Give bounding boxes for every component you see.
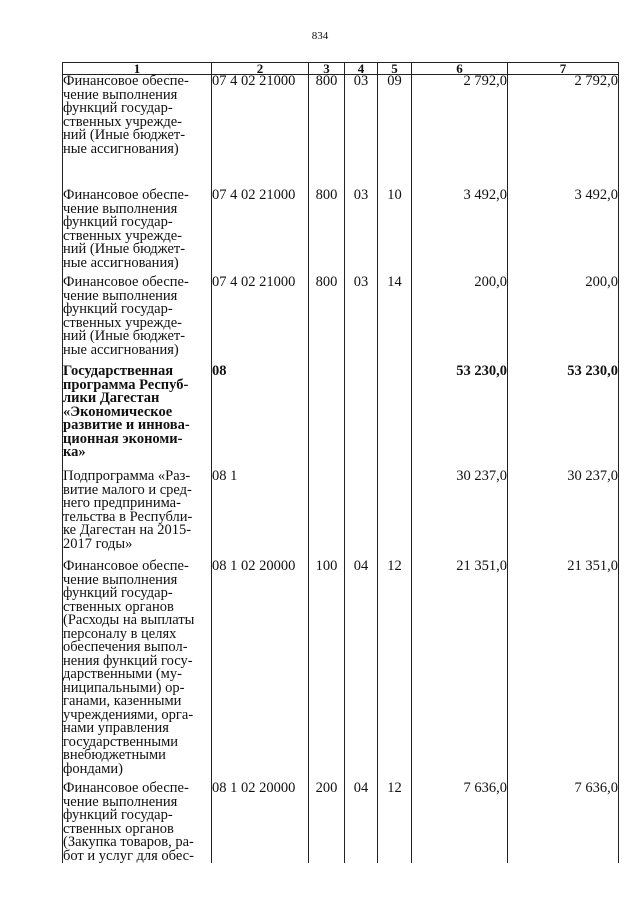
row-code: 08 bbox=[212, 365, 309, 470]
row-code: 07 4 02 21000 bbox=[212, 75, 309, 190]
row-rz: 03 bbox=[345, 189, 378, 276]
row-name: Финансовое обеспе- чение выполнения функций государ- ственных органов (Расходы на выплаты персоналу в целях обеспечения выпол- нения функций госу- дарственными (му- ниципальными) ор- ганами, казенными учреждениями, орга- нами управления государственными внебюджетными фондами) bbox=[63, 560, 212, 782]
row-vr: 200 bbox=[309, 782, 345, 863]
table-row bbox=[63, 189, 619, 276]
row-pr: 09 bbox=[378, 75, 412, 190]
page-number: 834 bbox=[311, 30, 329, 42]
row-code: 07 4 02 21000 bbox=[212, 276, 309, 365]
row-vr bbox=[309, 470, 345, 560]
row-name: Финансовое обеспе- чение выполнения функций государ- ственных учрежде- ний (Иные бюджет- ные ассигнования) bbox=[63, 189, 212, 276]
row-sum-1: 21 351,0 bbox=[412, 560, 508, 782]
row-rz: 03 bbox=[345, 75, 378, 190]
row-sum-2: 3 492,0 bbox=[508, 189, 619, 276]
table-row bbox=[63, 276, 619, 365]
row-sum-2: 21 351,0 bbox=[508, 560, 619, 782]
row-sum-1: 7 636,0 bbox=[412, 782, 508, 863]
row-name: Финансовое обеспе- чение выполнения функций государ- ственных учрежде- ний (Иные бюджет- ные ассигнования) bbox=[63, 75, 212, 190]
row-code: 07 4 02 21000 bbox=[212, 189, 309, 276]
header-col-5: 5 bbox=[378, 63, 412, 75]
row-name: Государственная программа Респуб- лики Дагестан «Экономическое развитие и иннова- ционная экономи- ка» bbox=[63, 365, 212, 470]
row-sum-2: 30 237,0 bbox=[508, 470, 619, 560]
row-pr: 12 bbox=[378, 782, 412, 863]
header-col-4: 4 bbox=[345, 63, 378, 75]
row-rz bbox=[345, 365, 378, 470]
row-pr: 14 bbox=[378, 276, 412, 365]
row-rz: 03 bbox=[345, 276, 378, 365]
row-rz: 04 bbox=[345, 782, 378, 863]
row-name: Финансовое обеспе- чение выполнения функций государ- ственных учрежде- ний (Иные бюджет- ные ассигнования) bbox=[63, 276, 212, 365]
row-pr bbox=[378, 470, 412, 560]
header-col-2: 2 bbox=[212, 63, 309, 75]
row-code: 08 1 02 20000 bbox=[212, 560, 309, 782]
row-code: 08 1 bbox=[212, 470, 309, 560]
row-vr: 800 bbox=[309, 189, 345, 276]
row-name: Подпрограмма «Раз- витие малого и сред- него предпринима- тельства в Республи- ке Дагестан на 2015- 2017 годы» bbox=[63, 470, 212, 560]
row-sum-2: 200,0 bbox=[508, 276, 619, 365]
header-col-7: 7 bbox=[508, 63, 619, 75]
header-col-1: 1 bbox=[63, 63, 212, 75]
row-sum-1: 30 237,0 bbox=[412, 470, 508, 560]
table-row bbox=[63, 560, 619, 782]
row-pr bbox=[378, 365, 412, 470]
row-pr: 10 bbox=[378, 189, 412, 276]
row-rz bbox=[345, 470, 378, 560]
budget-table bbox=[62, 62, 619, 863]
row-rz: 04 bbox=[345, 560, 378, 782]
row-sum-2: 7 636,0 bbox=[508, 782, 619, 863]
table-row-subprogram bbox=[63, 470, 619, 560]
row-sum-1: 3 492,0 bbox=[412, 189, 508, 276]
table-row bbox=[63, 782, 619, 863]
row-code: 08 1 02 20000 bbox=[212, 782, 309, 863]
row-vr bbox=[309, 365, 345, 470]
row-pr: 12 bbox=[378, 560, 412, 782]
row-sum-2: 53 230,0 bbox=[508, 365, 619, 470]
row-vr: 800 bbox=[309, 75, 345, 190]
header-col-6: 6 bbox=[412, 63, 508, 75]
row-sum-1: 200,0 bbox=[412, 276, 508, 365]
row-vr: 800 bbox=[309, 276, 345, 365]
row-sum-2: 2 792,0 bbox=[508, 75, 619, 190]
row-sum-1: 53 230,0 bbox=[412, 365, 508, 470]
table-row-program bbox=[63, 365, 619, 470]
table-row bbox=[63, 75, 619, 190]
row-vr: 100 bbox=[309, 560, 345, 782]
row-name: Финансовое обеспе- чение выполнения функций государ- ственных органов (Закупка товаров, ра- бот и услуг для обес- bbox=[63, 782, 212, 863]
row-sum-1: 2 792,0 bbox=[412, 75, 508, 190]
header-col-3: 3 bbox=[309, 63, 345, 75]
